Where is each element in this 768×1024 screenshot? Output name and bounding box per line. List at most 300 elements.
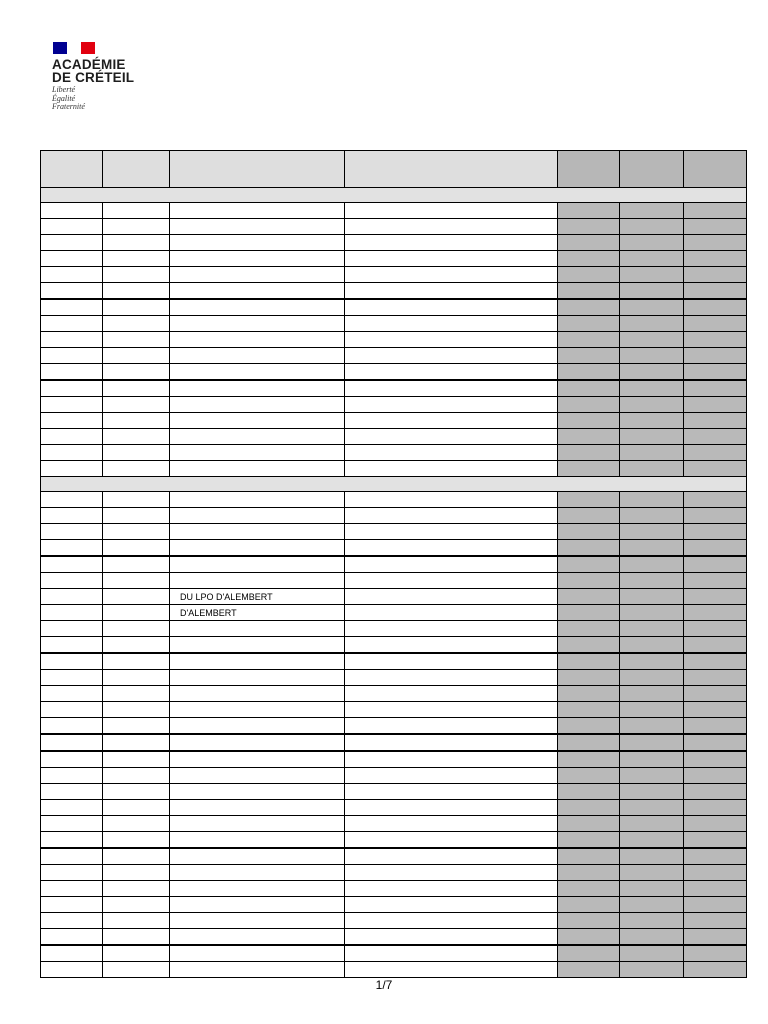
table-cell bbox=[41, 556, 103, 573]
table-cell bbox=[558, 945, 620, 962]
table-cell bbox=[170, 283, 345, 300]
table-cell bbox=[620, 283, 684, 300]
table-cell bbox=[620, 540, 684, 557]
table-row bbox=[41, 573, 747, 589]
table-cell bbox=[345, 718, 558, 735]
table-row bbox=[41, 686, 747, 702]
table-cell bbox=[620, 962, 684, 978]
table-cell bbox=[41, 621, 103, 637]
table-cell bbox=[103, 316, 170, 332]
header-cell bbox=[558, 151, 620, 188]
table-cell bbox=[558, 865, 620, 881]
table-cell bbox=[345, 768, 558, 784]
table-cell bbox=[620, 251, 684, 267]
republic-motto bbox=[52, 86, 162, 112]
table-cell bbox=[41, 686, 103, 702]
table-cell bbox=[558, 686, 620, 702]
header-cell bbox=[103, 151, 170, 188]
table-row bbox=[41, 605, 747, 621]
table-row bbox=[41, 364, 747, 381]
table-cell bbox=[103, 962, 170, 978]
table-cell bbox=[170, 397, 345, 413]
table-cell bbox=[620, 364, 684, 381]
table-cell bbox=[558, 653, 620, 670]
table-cell bbox=[558, 605, 620, 621]
table-cell bbox=[41, 283, 103, 300]
table-row bbox=[41, 816, 747, 832]
table-row bbox=[41, 556, 747, 573]
table-row bbox=[41, 670, 747, 686]
table-cell bbox=[103, 784, 170, 800]
header-cell bbox=[345, 151, 558, 188]
table-row bbox=[41, 897, 747, 913]
table-cell bbox=[558, 283, 620, 300]
table-cell bbox=[103, 251, 170, 267]
table-cell bbox=[620, 524, 684, 540]
table-cell bbox=[170, 524, 345, 540]
table-row bbox=[41, 865, 747, 881]
table-row bbox=[41, 235, 747, 251]
table-cell bbox=[558, 299, 620, 316]
header-cell bbox=[620, 151, 684, 188]
table-cell bbox=[620, 589, 684, 605]
table-cell bbox=[41, 734, 103, 751]
table-row bbox=[41, 540, 747, 557]
table-cell bbox=[620, 235, 684, 251]
section-header-row bbox=[41, 188, 747, 203]
table-cell bbox=[103, 702, 170, 718]
table-cell bbox=[558, 913, 620, 929]
table-cell bbox=[170, 913, 345, 929]
table-cell bbox=[41, 865, 103, 881]
table-cell bbox=[345, 235, 558, 251]
table-cell bbox=[41, 235, 103, 251]
table-cell bbox=[103, 540, 170, 557]
table-cell bbox=[41, 508, 103, 524]
table-cell bbox=[684, 816, 747, 832]
table-cell bbox=[41, 364, 103, 381]
table-cell bbox=[558, 251, 620, 267]
header-cell bbox=[41, 151, 103, 188]
table-cell bbox=[558, 267, 620, 283]
table-cell bbox=[684, 461, 747, 477]
table-cell bbox=[345, 929, 558, 946]
table-cell bbox=[345, 251, 558, 267]
table-cell bbox=[103, 686, 170, 702]
table-cell bbox=[170, 751, 345, 768]
table-cell bbox=[558, 897, 620, 913]
table-cell bbox=[345, 589, 558, 605]
table-cell bbox=[41, 397, 103, 413]
table-cell bbox=[103, 397, 170, 413]
table-cell bbox=[684, 832, 747, 849]
table-cell bbox=[684, 881, 747, 897]
table-cell bbox=[170, 348, 345, 364]
table-cell bbox=[41, 573, 103, 589]
table-cell bbox=[41, 800, 103, 816]
motto-liberte: Liberté bbox=[52, 85, 76, 94]
table-cell bbox=[345, 413, 558, 429]
table-row bbox=[41, 380, 747, 397]
table-cell bbox=[684, 637, 747, 654]
table-cell bbox=[41, 219, 103, 235]
table-cell bbox=[345, 429, 558, 445]
table-cell bbox=[41, 913, 103, 929]
table-cell bbox=[41, 605, 103, 621]
table-cell bbox=[103, 348, 170, 364]
table-cell bbox=[684, 492, 747, 508]
table-row bbox=[41, 397, 747, 413]
table-cell bbox=[620, 429, 684, 445]
table-cell bbox=[345, 267, 558, 283]
table-cell bbox=[684, 316, 747, 332]
table-cell bbox=[620, 929, 684, 946]
table-cell bbox=[345, 686, 558, 702]
table-cell bbox=[684, 589, 747, 605]
table-cell bbox=[684, 945, 747, 962]
table-cell bbox=[620, 380, 684, 397]
table-cell bbox=[41, 784, 103, 800]
table-cell bbox=[558, 524, 620, 540]
table-cell bbox=[103, 800, 170, 816]
table-cell bbox=[620, 492, 684, 508]
table-cell bbox=[41, 929, 103, 946]
table-cell bbox=[558, 702, 620, 718]
table-cell bbox=[170, 929, 345, 946]
table-cell bbox=[558, 734, 620, 751]
table-cell bbox=[103, 524, 170, 540]
table-cell bbox=[170, 718, 345, 735]
table-row bbox=[41, 219, 747, 235]
table-cell bbox=[345, 299, 558, 316]
table-cell bbox=[620, 913, 684, 929]
table-cell bbox=[41, 881, 103, 897]
table-cell bbox=[684, 718, 747, 735]
table-cell bbox=[41, 492, 103, 508]
table-cell bbox=[620, 670, 684, 686]
table-row bbox=[41, 299, 747, 316]
table-cell bbox=[620, 768, 684, 784]
table-cell bbox=[620, 445, 684, 461]
table-cell bbox=[103, 865, 170, 881]
table-cell bbox=[558, 670, 620, 686]
table-cell bbox=[558, 461, 620, 477]
table-cell bbox=[684, 508, 747, 524]
table-cell bbox=[170, 945, 345, 962]
table-cell bbox=[558, 235, 620, 251]
table-cell bbox=[558, 751, 620, 768]
table-cell bbox=[103, 913, 170, 929]
table-cell bbox=[41, 445, 103, 461]
table-cell bbox=[684, 573, 747, 589]
table-cell bbox=[684, 670, 747, 686]
table-cell bbox=[684, 524, 747, 540]
table-cell bbox=[103, 445, 170, 461]
table-cell bbox=[620, 832, 684, 849]
table-cell bbox=[103, 413, 170, 429]
table-cell bbox=[684, 865, 747, 881]
table-cell bbox=[41, 348, 103, 364]
table-cell bbox=[345, 637, 558, 654]
table-cell bbox=[345, 621, 558, 637]
table-cell bbox=[345, 203, 558, 219]
table-header-row bbox=[41, 151, 747, 188]
table-cell bbox=[170, 768, 345, 784]
table-cell bbox=[345, 605, 558, 621]
table-cell bbox=[41, 962, 103, 978]
table-cell bbox=[345, 962, 558, 978]
table-cell bbox=[684, 203, 747, 219]
table-row bbox=[41, 768, 747, 784]
table-cell bbox=[684, 897, 747, 913]
table-cell bbox=[103, 929, 170, 946]
table-cell bbox=[103, 492, 170, 508]
table-cell bbox=[170, 235, 345, 251]
table-row bbox=[41, 429, 747, 445]
table-cell bbox=[170, 219, 345, 235]
table-cell bbox=[103, 670, 170, 686]
table-cell bbox=[558, 508, 620, 524]
table-cell bbox=[684, 702, 747, 718]
table-cell bbox=[345, 832, 558, 849]
table-cell bbox=[41, 461, 103, 477]
academie-logo bbox=[52, 42, 162, 112]
table-cell bbox=[620, 800, 684, 816]
table-cell bbox=[620, 203, 684, 219]
table-cell bbox=[170, 573, 345, 589]
table-cell bbox=[684, 962, 747, 978]
table-cell bbox=[684, 332, 747, 348]
table-cell bbox=[558, 718, 620, 735]
table-cell bbox=[103, 734, 170, 751]
table-row bbox=[41, 653, 747, 670]
table-row bbox=[41, 492, 747, 508]
table-row bbox=[41, 348, 747, 364]
table-row bbox=[41, 913, 747, 929]
table-cell bbox=[684, 653, 747, 670]
table-cell bbox=[558, 556, 620, 573]
table-cell bbox=[684, 219, 747, 235]
table-cell bbox=[170, 540, 345, 557]
table-cell bbox=[41, 670, 103, 686]
table-cell bbox=[558, 445, 620, 461]
french-flag-icon bbox=[53, 42, 95, 54]
table-cell bbox=[684, 784, 747, 800]
table-cell bbox=[620, 734, 684, 751]
table-row bbox=[41, 929, 747, 946]
table-cell bbox=[41, 751, 103, 768]
table-cell bbox=[41, 702, 103, 718]
table-cell bbox=[103, 219, 170, 235]
table-cell bbox=[345, 881, 558, 897]
table-row bbox=[41, 413, 747, 429]
table-cell bbox=[558, 621, 620, 637]
table-cell bbox=[345, 445, 558, 461]
table-cell bbox=[103, 945, 170, 962]
table-cell bbox=[684, 445, 747, 461]
table-cell bbox=[170, 784, 345, 800]
table-cell bbox=[684, 540, 747, 557]
table-cell bbox=[684, 751, 747, 768]
table-cell bbox=[345, 800, 558, 816]
table-cell bbox=[170, 897, 345, 913]
table-cell bbox=[620, 816, 684, 832]
table-cell bbox=[170, 556, 345, 573]
table-cell bbox=[345, 461, 558, 477]
table-row bbox=[41, 203, 747, 219]
table-cell bbox=[103, 380, 170, 397]
table-cell bbox=[684, 800, 747, 816]
table-cell bbox=[170, 445, 345, 461]
table-cell bbox=[345, 784, 558, 800]
table-cell bbox=[103, 461, 170, 477]
table-cell bbox=[558, 332, 620, 348]
header-cell bbox=[170, 151, 345, 188]
table-cell bbox=[41, 816, 103, 832]
table-cell bbox=[41, 524, 103, 540]
table-cell bbox=[170, 413, 345, 429]
table-cell bbox=[558, 316, 620, 332]
table-cell bbox=[620, 413, 684, 429]
table-cell bbox=[558, 881, 620, 897]
table-row bbox=[41, 945, 747, 962]
table-cell bbox=[620, 397, 684, 413]
section-header-cell bbox=[41, 188, 747, 203]
table-cell bbox=[170, 734, 345, 751]
table-cell bbox=[170, 364, 345, 381]
table-row bbox=[41, 283, 747, 300]
table-cell bbox=[684, 251, 747, 267]
table-cell bbox=[170, 380, 345, 397]
table-cell bbox=[103, 508, 170, 524]
table-cell bbox=[558, 768, 620, 784]
table-cell bbox=[558, 492, 620, 508]
table-cell bbox=[558, 397, 620, 413]
table-row bbox=[41, 332, 747, 348]
table-cell bbox=[103, 429, 170, 445]
table-cell bbox=[620, 508, 684, 524]
table-cell bbox=[558, 540, 620, 557]
table-cell bbox=[103, 816, 170, 832]
section-header-cell bbox=[41, 477, 747, 492]
table-cell bbox=[345, 492, 558, 508]
table-cell bbox=[103, 718, 170, 735]
table-cell bbox=[41, 897, 103, 913]
table-cell bbox=[684, 413, 747, 429]
table-cell bbox=[620, 881, 684, 897]
table-cell bbox=[345, 945, 558, 962]
table-row bbox=[41, 881, 747, 897]
table-cell bbox=[620, 897, 684, 913]
table-cell bbox=[558, 929, 620, 946]
table-cell bbox=[620, 299, 684, 316]
table-cell bbox=[41, 718, 103, 735]
table-cell bbox=[345, 670, 558, 686]
table-cell bbox=[620, 945, 684, 962]
table-row bbox=[41, 718, 747, 735]
table-cell bbox=[170, 881, 345, 897]
table-cell bbox=[345, 508, 558, 524]
table-cell bbox=[345, 540, 558, 557]
table-cell bbox=[103, 364, 170, 381]
table-cell bbox=[170, 203, 345, 219]
table-cell bbox=[345, 702, 558, 718]
table-cell bbox=[345, 524, 558, 540]
table-row bbox=[41, 848, 747, 865]
table-cell bbox=[345, 816, 558, 832]
table-cell: DU LPO D'ALEMBERT bbox=[170, 589, 345, 605]
logo-name-line1: ACADÉMIE bbox=[52, 57, 126, 72]
table-cell bbox=[103, 832, 170, 849]
table-cell bbox=[558, 364, 620, 381]
table-cell bbox=[345, 219, 558, 235]
table-cell bbox=[684, 283, 747, 300]
table-cell bbox=[620, 461, 684, 477]
table-row bbox=[41, 832, 747, 849]
table-cell bbox=[170, 461, 345, 477]
table-cell bbox=[684, 299, 747, 316]
table-row bbox=[41, 316, 747, 332]
table-cell bbox=[103, 605, 170, 621]
table-cell bbox=[41, 637, 103, 654]
table-row bbox=[41, 734, 747, 751]
table-row bbox=[41, 589, 747, 605]
table-cell bbox=[620, 573, 684, 589]
table-cell bbox=[103, 653, 170, 670]
table-row bbox=[41, 702, 747, 718]
table-cell bbox=[170, 429, 345, 445]
table-cell bbox=[558, 348, 620, 364]
table-cell bbox=[103, 881, 170, 897]
table-cell bbox=[170, 621, 345, 637]
table-cell bbox=[170, 316, 345, 332]
table-cell bbox=[620, 621, 684, 637]
table-cell bbox=[345, 653, 558, 670]
table-cell bbox=[170, 832, 345, 849]
table-cell bbox=[170, 962, 345, 978]
table-cell bbox=[345, 573, 558, 589]
table-cell bbox=[620, 332, 684, 348]
table-cell bbox=[41, 589, 103, 605]
page-number: 1/7 bbox=[375, 978, 393, 992]
table-cell bbox=[620, 751, 684, 768]
table-cell bbox=[103, 621, 170, 637]
table-row bbox=[41, 637, 747, 654]
table-cell bbox=[684, 267, 747, 283]
table-cell bbox=[170, 848, 345, 865]
table-cell bbox=[620, 653, 684, 670]
table-cell bbox=[103, 848, 170, 865]
table-cell bbox=[103, 637, 170, 654]
table-cell bbox=[684, 768, 747, 784]
table-row bbox=[41, 800, 747, 816]
table-cell bbox=[170, 816, 345, 832]
table-cell bbox=[620, 848, 684, 865]
table-row bbox=[41, 251, 747, 267]
table-row bbox=[41, 267, 747, 283]
table-cell bbox=[170, 492, 345, 508]
table-cell bbox=[620, 605, 684, 621]
table-cell bbox=[620, 702, 684, 718]
table-cell bbox=[558, 848, 620, 865]
table-cell bbox=[345, 734, 558, 751]
table-cell bbox=[41, 945, 103, 962]
table-row bbox=[41, 962, 747, 978]
table-cell bbox=[684, 380, 747, 397]
table-cell bbox=[170, 251, 345, 267]
table-cell bbox=[684, 556, 747, 573]
table-cell bbox=[103, 235, 170, 251]
